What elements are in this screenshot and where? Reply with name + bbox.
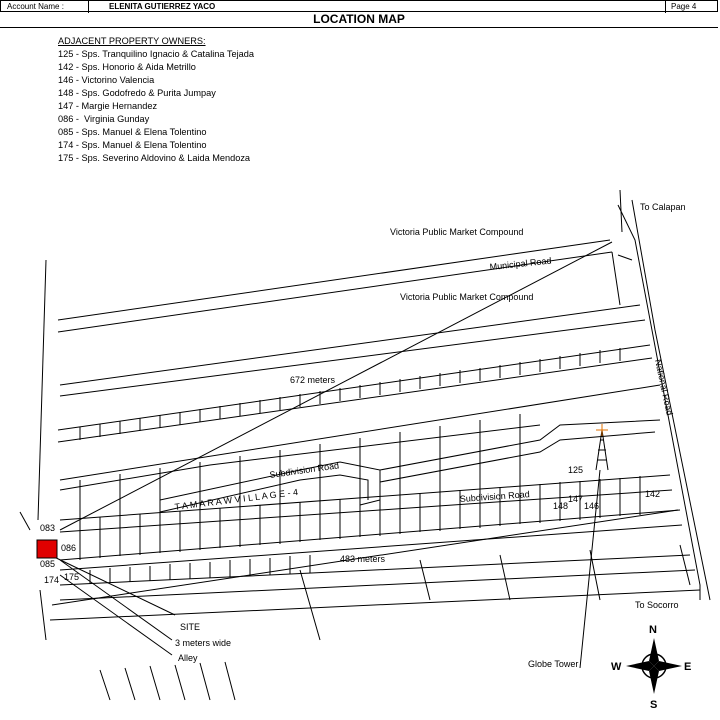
site-label: SITE: [180, 622, 201, 632]
lot-label-125: 125: [568, 465, 584, 475]
national-road-label: National Road: [653, 358, 675, 417]
globe-tower-label: Globe Tower: [528, 659, 579, 669]
compass-rose: [611, 624, 691, 711]
lot-label-175: 175: [64, 572, 80, 582]
block-edge: [612, 252, 620, 305]
municipal-road-edge: [58, 240, 610, 320]
lot-dividers: [80, 348, 690, 640]
south-road-edge: [50, 590, 700, 620]
compass-arrow-east: [654, 661, 682, 671]
compass-arrow-west: [626, 661, 654, 671]
owners-heading: ADJACENT PROPERTY OWNERS:: [58, 36, 206, 46]
owner-item: 085 - Sps. Manuel & Elena Tolentino: [58, 127, 207, 137]
owner-item: 175 - Sps. Severino Aldovino & Laida Mendoza: [58, 153, 251, 163]
national-road-edge: [618, 205, 700, 600]
alley-label: 3 meters wide: [175, 638, 232, 648]
lot-label-148: 148: [553, 501, 569, 511]
block-edge: [60, 570, 695, 600]
distance-483-label: 483 meters: [340, 554, 386, 564]
lot-label-147: 147: [568, 494, 584, 504]
market-compound-edge: [60, 305, 640, 385]
owner-item: 086 - Virginia Gunday: [58, 114, 150, 124]
owner-item: 125 - Sps. Tranquilino Ignacio & Catalina Tejada: [58, 49, 254, 59]
account-name: ELENITA GUTIERREZ YACO: [109, 2, 216, 11]
lot-label-083: 083: [40, 523, 56, 533]
site-marker: [37, 540, 57, 558]
owner-item: 148 - Sps. Godofredo & Purita Jumpay: [58, 88, 216, 98]
compass-east-label: E: [684, 661, 692, 673]
lot-label-086: 086: [61, 543, 77, 553]
owner-item: 142 - Sps. Honorio & Aida Metrillo: [58, 62, 196, 72]
to-calapan-label: To Calapan: [640, 202, 686, 212]
compass-west-label: W: [611, 661, 622, 673]
page-title: LOCATION MAP: [0, 12, 718, 28]
market-label: Victoria Public Market Compound: [400, 292, 534, 302]
lot-label-174: 174: [44, 575, 60, 585]
west-arrow: [20, 512, 30, 530]
compass-arrow-north: [649, 638, 659, 666]
municipal-road-label: Municipal Road: [489, 255, 552, 272]
compass-arrow-south: [649, 666, 659, 694]
distance-line-672: [60, 242, 612, 530]
village-label: T A M A R A W V I L L A G E - 4: [174, 486, 299, 512]
west-road-edge: [38, 260, 46, 520]
west-road-edge: [40, 590, 46, 640]
distance-672-label: 672 meters: [290, 375, 336, 385]
compass-south-label: S: [650, 699, 658, 711]
bottom-ticks: [100, 662, 235, 700]
lot-label-085: 085: [40, 559, 56, 569]
globe-tower-icon: [596, 424, 608, 470]
lot-label-142: 142: [645, 489, 661, 499]
to-socorro-label: To Socorro: [635, 600, 679, 610]
subdivision-road-label: Subdivision Road: [459, 489, 531, 504]
subdivision-road-label: Subdivision Road: [268, 460, 340, 480]
compass-north-label: N: [649, 624, 657, 636]
calapan-arrow: [620, 190, 622, 232]
alley-label: Alley: [178, 653, 198, 663]
account-label: Account Name :: [7, 2, 64, 11]
lot-label-146: 146: [584, 501, 600, 511]
owner-item: 146 - Victorino Valencia: [58, 75, 155, 85]
market-label: Victoria Public Market Compound: [390, 227, 524, 237]
owner-item: 174 - Sps. Manuel & Elena Tolentino: [58, 140, 207, 150]
owner-item: 147 - Margie Hernandez: [58, 101, 158, 111]
block-edge: [618, 255, 632, 260]
block-edge: [60, 510, 680, 560]
page-number: Page 4: [671, 2, 697, 11]
